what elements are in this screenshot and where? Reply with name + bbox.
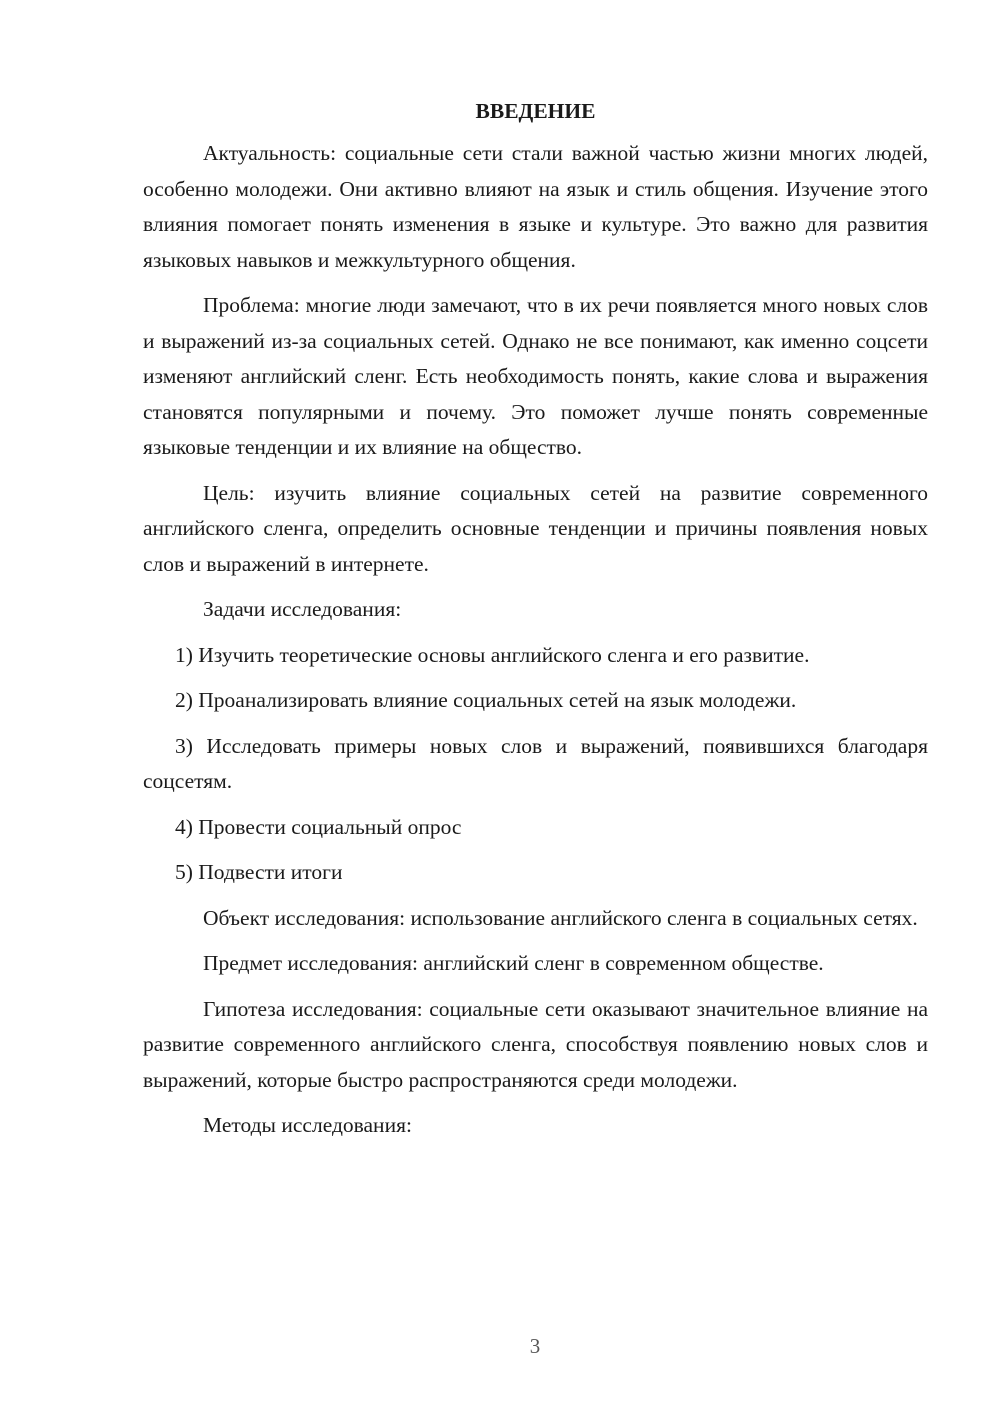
- task-item-1: 1) Изучить теоретические основы английского сленга и его развитие.: [175, 642, 810, 667]
- tasks-heading: Задачи исследования:: [203, 597, 402, 621]
- task-item-4: 4) Провести социальный опрос: [175, 814, 462, 839]
- page-title: ВВЕДЕНИЕ: [475, 99, 596, 123]
- task-item-2: 2) Проанализировать влияние социальных сетей на язык молодежи.: [175, 688, 797, 712]
- task-item-5: 5) Подвести итоги: [175, 860, 343, 884]
- page-number: 3: [529, 1334, 541, 1358]
- subject-paragraph: Предмет исследования: английский сленг в современном обществе.: [203, 951, 824, 975]
- document-page: [143, 96, 928, 1154]
- object-paragraph: Объект исследования: использование английского сленга в социальных сетях.: [203, 905, 918, 930]
- goal-paragraph: Цель: изучить влияние социальных сетей на развитие современного английского сленга, определить основные тенденции и причины появления новых слов и выражений в интернете.: [143, 480, 928, 576]
- relevance-paragraph: Актуальность: социальные сети стали важной частью жизни многих людей, особенно молодежи. Они активно влияют на язык и стиль общения. Изучение этого влияния помогает понять изменения в языке и культуре. Это важно для развития языковых навыков и межкультурного общения.: [143, 141, 928, 272]
- task-item-3: 3) Исследовать примеры новых слов и выражений, появившихся благодаря соцсетям.: [143, 733, 928, 793]
- hypothesis-paragraph: Гипотеза исследования: социальные сети оказывают значительное влияние на развитие современного английского сленга, способствуя появлению новых слов и выражений, которые быстро распространяются среди молодежи.: [143, 996, 928, 1092]
- methods-heading: Методы исследования:: [203, 1113, 412, 1137]
- problem-paragraph: Проблема: многие люди замечают, что в их речи появляется много новых слов и выражений из-за социальных сетей. Однако не все понимают, как именно соцсети изменяют английский сленг. Есть необходимость понять, какие слова и выражения становятся популярными и почему. Это поможет лучше понять современные языковые тенденции и их влияние на общество.: [143, 293, 928, 459]
